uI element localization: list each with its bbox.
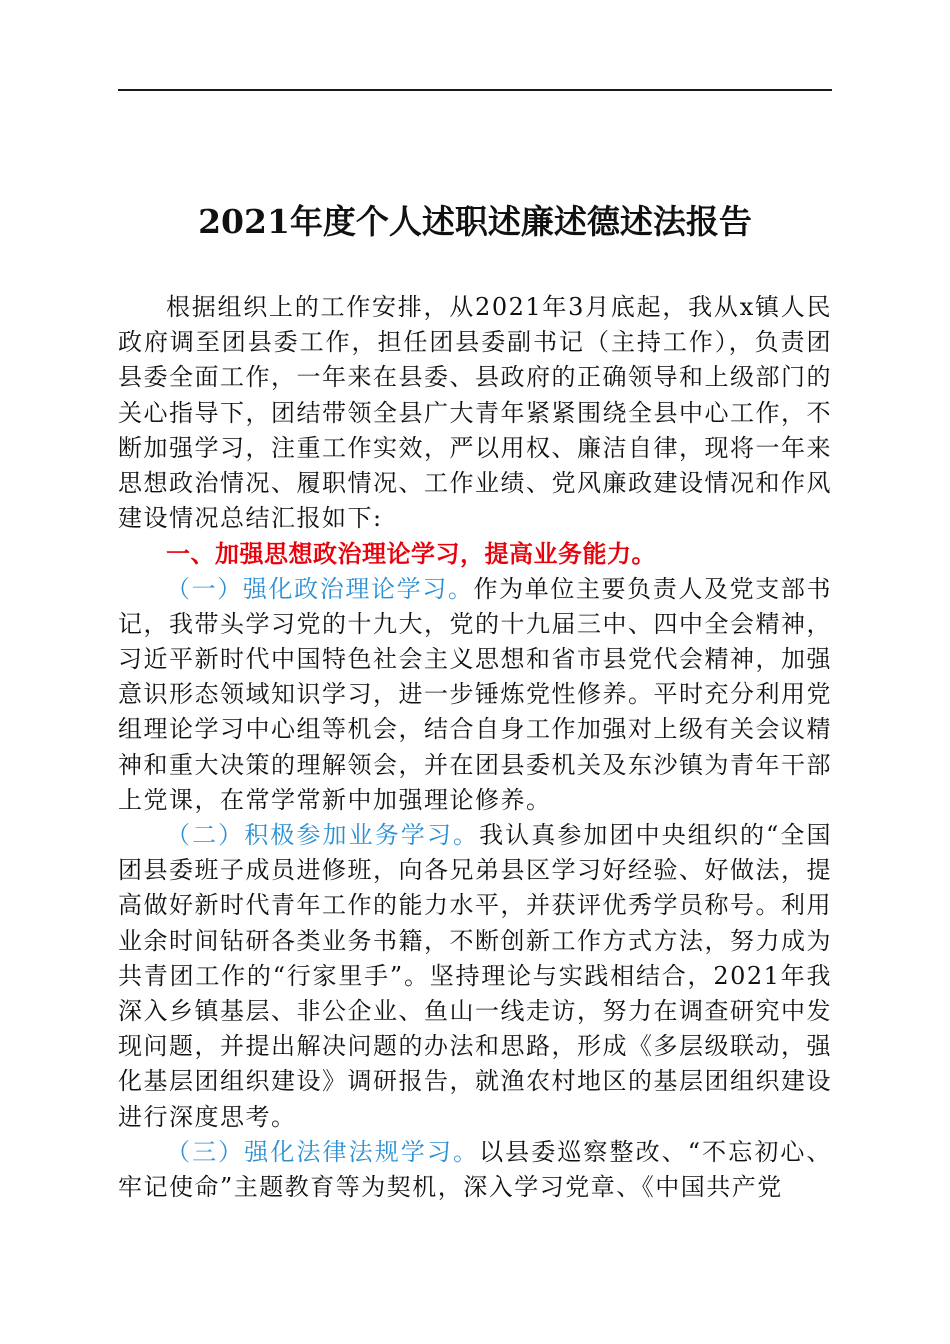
document-body: [118, 290, 832, 1205]
section-heading-1: 一、加强思想政治理论学习，提高业务能力。: [166, 539, 656, 569]
header-rule: [118, 89, 832, 91]
subsection-paragraph-1: [118, 572, 832, 818]
subsection-paragraph-2: [118, 818, 832, 1135]
subsection-heading-1: （一）强化政治理论学习。: [166, 574, 474, 603]
subsection-heading-3: （三）强化法律法规学习。: [166, 1137, 480, 1166]
subsection-heading-2: （二）积极参加业务学习。: [166, 821, 480, 850]
subsection-text-2: 我认真参加团中央组织的“全国团县委班子成员进修班，向各兄弟县区学习好经验、好做法，提高做好新时代青年工作的能力水平，并获评优秀学员称号。利用业余时间钻研各类业务书籍，不断创新工作方式方法，努力成为共青团工作的“行家里手”。坚持理论与实践相结合，2021年我深入乡镇基层、非公企业、鱼山一线走访，努力在调查研究中发现问题，并提出解决问题的办法和思路，形成《多层级联动，强化基层团组织建设》调研报告，就渔农村地区的基层团组织建设进行深度思考。: [118, 821, 833, 1131]
intro-paragraph: 根据组织上的工作安排，从2021年3月底起，我从x镇人民政府调至团县委工作，担任团县委副书记（主持工作），负责团县委全面工作，一年来在县委、县政府的正确领导和上级部门的关心指导下，团结带领全县广大青年紧紧围绕全县中心工作，不断加强学习，注重工作实效，严以用权、廉洁自律，现将一年来思想政治情况、履职情况、工作业绩、党风廉政建设情况和作风建设情况总结汇报如下:: [118, 293, 832, 533]
subsection-paragraph-3: [118, 1135, 832, 1205]
subsection-text-1: 作为单位主要负责人及党支部书记，我带头学习党的十九大，党的十九届三中、四中全会精神，习近平新时代中国特色社会主义思想和省市县党代会精神，加强意识形态领域知识学习，进一步锤炼党性修养。平时充分利用党组理论学习中心组等机会，结合自身工作加强对上级有关会议精神和重大决策的理解领会，并在团县委机关及东沙镇为青年干部上党课，在常学常新中加强理论修养。: [118, 574, 833, 814]
subsection-text-3: 以县委巡察整改、“不忘初心、牢记使命”主题教育等为契机，深入学习党章、《中国共产党: [118, 1137, 833, 1202]
document-title: 2021年度个人述职述廉述德述法报告: [198, 202, 752, 241]
